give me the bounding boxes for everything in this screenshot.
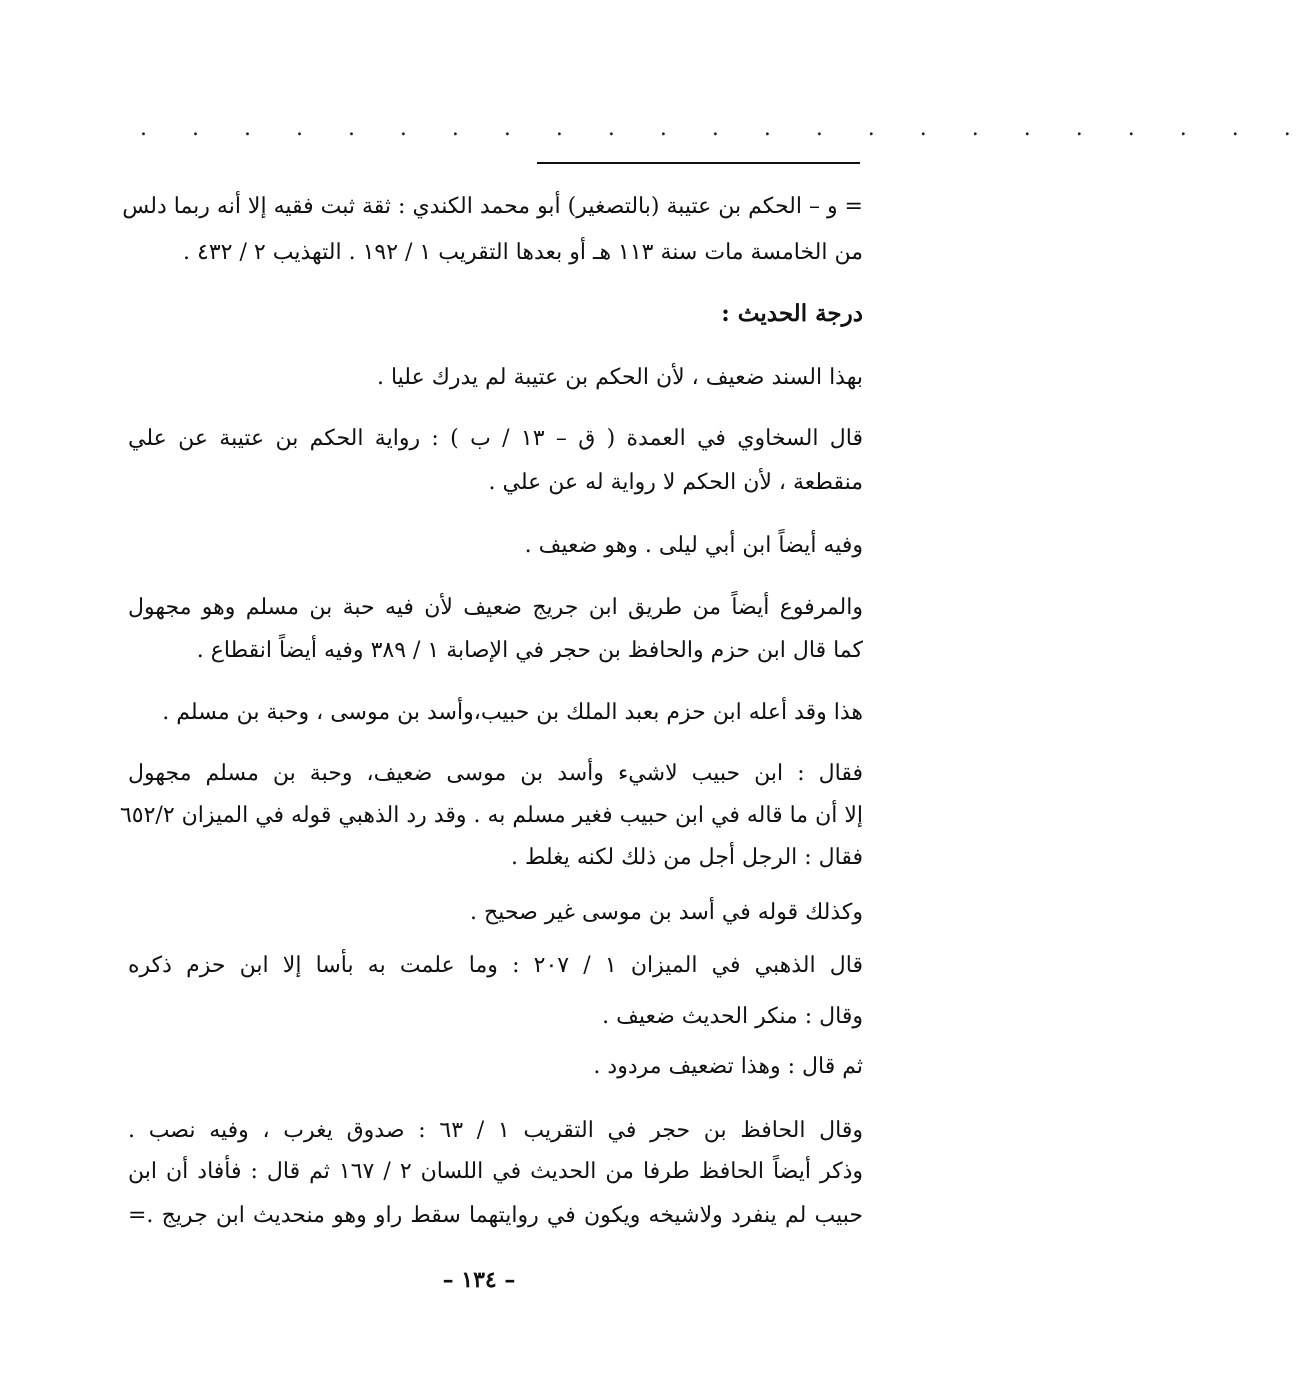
text-line: وكذلك قوله في أسد بن موسى غير صحيح .: [470, 900, 863, 925]
text-line: وقال : منكر الحديث ضعيف .: [602, 1004, 863, 1029]
footnote-line-2: من الخامسة مات سنة ١١٣ هـ أو بعدها التقريب ١ / ١٩٢ . التهذيب ٢ / ٤٣٢ .: [183, 240, 863, 265]
text-line: وفيه أيضاً ابن أبي ليلى . وهو ضعيف .: [524, 533, 863, 558]
text-line: كما قال ابن حزم والحافظ بن حجر في الإصابة ١ / ٣٨٩ وفيه أيضاً انقطاع .: [196, 638, 863, 663]
text-line: هذا وقد أعله ابن حزم بعبد الملك بن حبيب،وأسد بن موسى ، وحبة بن مسلم .: [162, 700, 863, 725]
text-line: والمرفوع أيضاً من طريق ابن جريج ضعيف لأن فيه حبة بن مسلم وهو مجهول: [128, 595, 863, 620]
text-line: قال الذهبي في الميزان ١ / ٢٠٧ : وما علمت به بأسا إلا ابن حزم ذكره: [128, 953, 863, 978]
text-line: فقال : ابن حبيب لاشيء وأسد بن موسى ضعيف، وحبة بن مسلم مجهول: [128, 761, 863, 786]
section-heading: درجة الحديث :: [721, 300, 863, 327]
footnote-rule: [537, 162, 860, 164]
text-line: حبيب لم ينفرد ولاشيخه ويكون في روايتهما سقط راو وهو منحديث ابن جريج .=: [128, 1203, 863, 1228]
text-line: فقال : الرجل أجل من ذلك لكنه يغلط .: [510, 845, 863, 870]
page-number: – ١٣٤ –: [442, 1267, 516, 1293]
text-line: إلا أن ما قاله في ابن حبيب فغير مسلم به . وقد رد الذهبي قوله في الميزان ٦٥٢/٢: [119, 803, 863, 828]
footnote-line-1: = و – الحكم بن عتيبة (بالتصغير) أبو محمد الكندي : ثقة ثبت فقيه إلا أنه ربما دلس: [122, 194, 863, 219]
text-line: بهذا السند ضعيف ، لأن الحكم بن عتيبة لم يدرك عليا .: [376, 365, 863, 390]
separator-dots: . . . . . . . . . . . . . . . . . . . . . . .: [140, 116, 1310, 141]
text-line: قال السخاوي في العمدة ( ق – ١٣ / ب ) : رواية الحكم بن عتيبة عن علي: [128, 426, 863, 451]
text-line: وقال الحافظ بن حجر في التقريب ١ / ٦٣ : صدوق يغرب ، وفيه نصب .: [128, 1118, 864, 1143]
text-line: ثم قال : وهذا تضعيف مردود .: [593, 1054, 863, 1079]
text-line: وذكر أيضاً الحافظ طرفا من الحديث في اللسان ٢ / ١٦٧ ثم قال : فأفاد أن ابن: [128, 1159, 863, 1184]
text-line: منقطعة ، لأن الحكم لا رواية له عن علي .: [488, 470, 863, 495]
